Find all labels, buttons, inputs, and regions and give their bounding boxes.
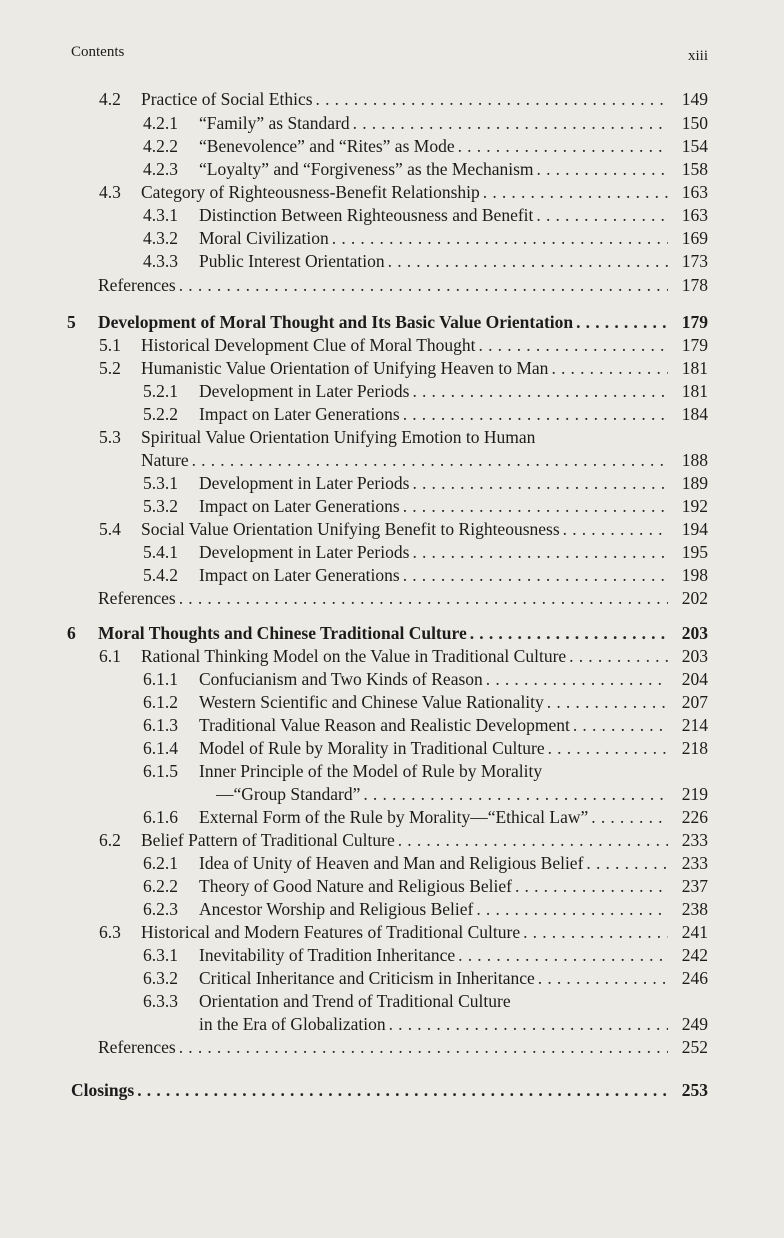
toc-entry-title-text: Historical and Modern Features of Traditional Culture <box>141 922 521 942</box>
dot-leader <box>536 204 668 227</box>
toc-entry-number: 6.2.1 <box>143 853 178 873</box>
toc-entry-title-text: Historical Development Clue of Moral Thought <box>141 335 476 355</box>
dot-leader <box>389 1013 668 1036</box>
dot-leader <box>483 181 668 204</box>
toc-entry-page: 150 <box>681 113 708 133</box>
toc-entry-title-text: “Loyalty” and “Forgiveness” as the Mechanism <box>199 159 534 179</box>
toc-entry-title-text: Impact on Later Generations <box>199 404 400 424</box>
toc-entry[interactable] <box>0 944 784 967</box>
toc-entry[interactable] <box>0 898 784 921</box>
toc-entry-page: 189 <box>681 473 708 493</box>
toc-entry-page: 192 <box>681 496 708 516</box>
toc-entry-number: 4.3.1 <box>143 205 178 225</box>
toc-entry[interactable] <box>0 714 784 737</box>
toc-entry-title-text: Theory of Good Nature and Religious Belief <box>199 876 512 896</box>
dot-leader <box>332 227 668 250</box>
dot-leader <box>548 737 668 760</box>
toc-entry-title-text: “Family” as Standard <box>199 113 350 133</box>
toc-chapter-entry[interactable] <box>0 311 784 334</box>
toc-entry-page: 188 <box>681 450 708 470</box>
toc-entry[interactable] <box>0 921 784 944</box>
toc-entry-title-text: Western Scientific and Chinese Value Rationality <box>199 692 544 712</box>
toc-entry[interactable] <box>0 1013 784 1036</box>
toc-entry-title-text: Humanistic Value Orientation of Unifying Heaven to Man <box>141 358 549 378</box>
dot-leader <box>403 495 668 518</box>
toc-entry-title <box>199 898 668 921</box>
toc-entry-number: 6.1.4 <box>143 738 178 758</box>
dot-leader <box>479 334 668 357</box>
toc-entry-title <box>199 472 668 495</box>
dot-leader <box>563 518 668 541</box>
toc-entry-title <box>98 587 668 610</box>
toc-entry-page: 163 <box>681 205 708 225</box>
toc-entry-title-text: Moral Thoughts and Chinese Traditional Culture <box>98 623 467 643</box>
toc-entry-title <box>141 334 668 357</box>
toc-entry[interactable] <box>0 645 784 668</box>
toc-entry-page: 154 <box>681 136 708 156</box>
toc-entry-title <box>98 311 668 334</box>
dot-leader <box>576 311 668 334</box>
toc-entry-title <box>141 426 668 449</box>
toc-entry[interactable] <box>0 967 784 990</box>
toc-entry-number: 4.2 <box>99 89 121 109</box>
toc-entry-title-text: Ancestor Worship and Religious Belief <box>199 899 474 919</box>
toc-references-entry[interactable] <box>0 274 784 297</box>
toc-entry-number: 5.3 <box>99 427 121 447</box>
dot-leader <box>412 541 668 564</box>
toc-entry-page: 203 <box>681 623 708 643</box>
toc-entry-title-text: Inevitability of Tradition Inheritance <box>199 945 456 965</box>
toc-entry[interactable] <box>0 806 784 829</box>
toc-entry-page: 238 <box>681 899 708 919</box>
toc-entry-title-text: Category of Righteousness-Benefit Relationship <box>141 182 480 202</box>
toc-entry-number: 5.3.1 <box>143 473 178 493</box>
toc-entry-title <box>199 1013 668 1036</box>
toc-entry-title-text: in the Era of Globalization <box>199 1014 386 1034</box>
toc-entry-title <box>141 181 668 204</box>
dot-leader <box>551 357 668 380</box>
toc-entry-title <box>98 274 668 297</box>
toc-entry[interactable] <box>0 158 784 181</box>
toc-entry[interactable] <box>0 227 784 250</box>
toc-references-entry[interactable] <box>0 587 784 610</box>
toc-entry[interactable] <box>0 250 784 273</box>
toc-references-entry[interactable] <box>0 1036 784 1059</box>
toc-entry-number: 5.3.2 <box>143 496 178 516</box>
toc-entry-title-text: References <box>98 1037 176 1057</box>
toc-entry-number: 5 <box>67 312 76 332</box>
toc-entry-number: 4.3.2 <box>143 228 178 248</box>
toc-entry-number: 6 <box>67 623 76 643</box>
page-number-roman: xiii <box>687 48 708 64</box>
running-head-title: Contents <box>71 44 125 60</box>
toc-entry-page: 214 <box>681 715 708 735</box>
dot-leader <box>573 714 668 737</box>
toc-entry-title <box>141 921 668 944</box>
toc-entry-title <box>71 1079 668 1102</box>
dot-leader <box>470 622 668 645</box>
toc-entry-title-text: Public Interest Orientation <box>199 251 385 271</box>
toc-entry-page: 198 <box>681 565 708 585</box>
dot-leader <box>569 645 668 668</box>
toc-entry[interactable] <box>0 204 784 227</box>
toc-entry-number: 6.3.3 <box>143 991 178 1011</box>
toc-entry[interactable] <box>0 472 784 495</box>
toc-entry-page: 249 <box>681 1014 708 1034</box>
toc-entry-title-text: Orientation and Trend of Traditional Culture <box>199 991 511 1011</box>
toc-entry-title-text: Moral Civilization <box>199 228 329 248</box>
toc-entry-page: 194 <box>681 519 708 539</box>
toc-entry[interactable] <box>0 875 784 898</box>
toc-entry-page: 179 <box>681 335 708 355</box>
toc-entry[interactable] <box>0 357 784 380</box>
toc-entry-page: 233 <box>681 853 708 873</box>
toc-entry-title <box>199 691 668 714</box>
toc-entry-title-text: Impact on Later Generations <box>199 496 400 516</box>
dot-leader <box>192 449 668 472</box>
toc-entry-title-text: Critical Inheritance and Criticism in Inheritance <box>199 968 535 988</box>
toc-entry-number: 4.3 <box>99 182 121 202</box>
toc-entry-title <box>199 967 668 990</box>
toc-entry-title-text: Development in Later Periods <box>199 542 410 562</box>
toc-entry-number: 5.1 <box>99 335 121 355</box>
toc-entry-number: 5.4.2 <box>143 565 178 585</box>
toc-entry-title-text: Belief Pattern of Traditional Culture <box>141 830 395 850</box>
toc-entry-number: 6.3.1 <box>143 945 178 965</box>
dot-leader <box>476 898 668 921</box>
toc-entry-number: 6.1.1 <box>143 669 178 689</box>
toc-entry-title-text: Rational Thinking Model on the Value in Traditional Culture <box>141 646 567 666</box>
toc-entry-number: 4.3.3 <box>143 251 178 271</box>
toc-entry-title <box>199 250 668 273</box>
toc-entry-page: 218 <box>681 738 708 758</box>
dot-leader <box>179 1036 668 1059</box>
toc-entry[interactable] <box>0 691 784 714</box>
toc-entry-title-text: Inner Principle of the Model of Rule by Morality <box>199 761 543 781</box>
toc-entry[interactable] <box>0 990 784 1013</box>
toc-entry[interactable] <box>0 403 784 426</box>
toc-closings-entry[interactable] <box>0 1079 784 1102</box>
toc-entry-number: 6.3 <box>99 922 121 942</box>
toc-entry-title <box>199 760 668 783</box>
toc-entry-number: 6.1.5 <box>143 761 178 781</box>
toc-entry-page: 163 <box>681 182 708 202</box>
dot-leader <box>403 564 668 587</box>
dot-leader <box>458 135 668 158</box>
toc-entry-number: 6.1.3 <box>143 715 178 735</box>
toc-entry-title-text: Development in Later Periods <box>199 473 410 493</box>
dot-leader <box>586 852 668 875</box>
toc-entry-title <box>141 449 668 472</box>
toc-entry-title <box>199 112 668 135</box>
toc-entry-title <box>141 357 668 380</box>
toc-entry-number: 6.3.2 <box>143 968 178 988</box>
toc-entry-title <box>199 495 668 518</box>
toc-entry-number: 4.2.2 <box>143 136 178 156</box>
running-header <box>71 42 708 66</box>
toc-entry-page: 173 <box>681 251 708 271</box>
toc-entry-title <box>199 668 668 691</box>
toc-entry[interactable] <box>0 852 784 875</box>
toc-entry-title-text: Social Value Orientation Unifying Benefit to Righteousness <box>141 519 560 539</box>
toc-entry-title-text: Practice of Social Ethics <box>141 89 313 109</box>
dot-leader <box>179 274 668 297</box>
toc-entry-title-text: References <box>98 588 176 608</box>
toc-entry[interactable] <box>0 668 784 691</box>
toc-entry-page: 226 <box>681 807 708 827</box>
toc-entry[interactable] <box>0 112 784 135</box>
toc-entry-page: 207 <box>681 692 708 712</box>
dot-leader <box>537 158 668 181</box>
dot-leader <box>388 250 668 273</box>
toc-entry[interactable] <box>0 737 784 760</box>
toc-entry-title-text: External Form of the Rule by Morality—“Ethical Law” <box>199 807 589 827</box>
toc-entry-page: 246 <box>681 968 708 988</box>
toc-entry-title <box>199 135 668 158</box>
toc-entry-page: 202 <box>681 588 708 608</box>
toc-entry[interactable] <box>0 564 784 587</box>
toc-entry-title <box>199 227 668 250</box>
toc-entry-page: 253 <box>681 1080 708 1100</box>
toc-entry-title <box>199 990 668 1013</box>
toc-entry-title-text: Impact on Later Generations <box>199 565 400 585</box>
dot-leader <box>523 921 668 944</box>
toc-entry[interactable] <box>0 449 784 472</box>
dot-leader <box>458 944 668 967</box>
toc-entry-number: 6.2.2 <box>143 876 178 896</box>
toc-entry-title <box>199 403 668 426</box>
toc-entry-number: 4.2.1 <box>143 113 178 133</box>
dot-leader <box>538 967 668 990</box>
toc-entry-title-text: Distinction Between Righteousness and Benefit <box>199 205 534 225</box>
toc-entry-page: 169 <box>681 228 708 248</box>
toc-entry[interactable] <box>0 88 784 111</box>
toc-entry-title-text: Idea of Unity of Heaven and Man and Religious Belief <box>199 853 584 873</box>
toc-entry-title <box>141 829 668 852</box>
toc-entry-title-text: Traditional Value Reason and Realistic Development <box>199 715 570 735</box>
dot-leader <box>412 380 668 403</box>
toc-entry-title <box>141 88 668 111</box>
toc-entry-number: 5.2 <box>99 358 121 378</box>
toc-entry-page: 219 <box>681 784 708 804</box>
toc-entry-page: 181 <box>681 358 708 378</box>
toc-entry-title <box>141 645 668 668</box>
dot-leader <box>353 112 668 135</box>
toc-entry-page: 203 <box>681 646 708 666</box>
toc-entry-number: 4.2.3 <box>143 159 178 179</box>
toc-entry-page: 204 <box>681 669 708 689</box>
toc-entry-title-text: References <box>98 275 176 295</box>
toc-entry-number: 5.2.2 <box>143 404 178 424</box>
toc-entry[interactable] <box>0 760 784 783</box>
toc-entry-title-text: Spiritual Value Orientation Unifying Emotion to Human <box>141 427 536 447</box>
toc-entry-number: 6.1.6 <box>143 807 178 827</box>
toc-entry-title <box>199 541 668 564</box>
toc-entry-title <box>98 622 668 645</box>
toc-entry-title <box>199 158 668 181</box>
toc-entry-title-text: Closings <box>71 1080 135 1100</box>
toc-entry-title <box>199 875 668 898</box>
toc-entry-page: 241 <box>681 922 708 942</box>
toc-entry[interactable] <box>0 334 784 357</box>
toc-entry[interactable] <box>0 135 784 158</box>
toc-entry-title <box>199 204 668 227</box>
toc-entry-page: 184 <box>681 404 708 424</box>
toc-entry-title <box>216 783 668 806</box>
toc-entry-page: 158 <box>681 159 708 179</box>
dot-leader <box>137 1079 668 1102</box>
toc-entry-page: 195 <box>681 542 708 562</box>
toc-entry-page: 181 <box>681 381 708 401</box>
toc-entry-title <box>199 380 668 403</box>
dot-leader <box>179 587 668 610</box>
dot-leader <box>398 829 668 852</box>
toc-entry-page: 178 <box>681 275 708 295</box>
toc-entry[interactable] <box>0 426 784 449</box>
dot-leader <box>515 875 668 898</box>
dot-leader <box>412 472 668 495</box>
toc-entry-page: 149 <box>681 89 708 109</box>
dot-leader <box>363 783 668 806</box>
toc-entry-title-text: —“Group Standard” <box>216 784 361 804</box>
toc-entry-title <box>199 852 668 875</box>
dot-leader <box>316 88 668 111</box>
toc-entry-number: 6.1.2 <box>143 692 178 712</box>
toc-chapter-entry[interactable] <box>0 622 784 645</box>
toc-entry-title <box>141 518 668 541</box>
toc-entry-title <box>199 806 668 829</box>
toc-entry-number: 5.2.1 <box>143 381 178 401</box>
toc-entry[interactable] <box>0 518 784 541</box>
toc-entry-title-text: “Benevolence” and “Rites” as Mode <box>199 136 455 156</box>
dot-leader <box>591 806 668 829</box>
toc-entry-title-text: Nature <box>141 450 189 470</box>
toc-entry[interactable] <box>0 495 784 518</box>
dot-leader <box>486 668 668 691</box>
toc-entry-number: 6.2.3 <box>143 899 178 919</box>
toc-entry-title-text: Model of Rule by Morality in Traditional Culture <box>199 738 545 758</box>
toc-entry-title-text: Development of Moral Thought and Its Basic Value Orientation <box>98 312 574 332</box>
toc-entry-page: 242 <box>681 945 708 965</box>
toc-entry-title <box>199 564 668 587</box>
toc-entry-page: 237 <box>681 876 708 896</box>
toc-entry-number: 5.4.1 <box>143 542 178 562</box>
toc-entry-title <box>98 1036 668 1059</box>
toc-entry-title <box>199 944 668 967</box>
toc-entry[interactable] <box>0 829 784 852</box>
toc-entry-number: 6.1 <box>99 646 121 666</box>
toc-entry-title-text: Development in Later Periods <box>199 381 410 401</box>
toc-entry-number: 5.4 <box>99 519 121 539</box>
toc-entry-title <box>199 714 668 737</box>
dot-leader <box>547 691 668 714</box>
toc-entry[interactable] <box>0 783 784 806</box>
dot-leader <box>403 403 668 426</box>
toc-entry-page: 252 <box>681 1037 708 1057</box>
toc-entry-page: 179 <box>681 312 708 332</box>
toc-entry[interactable] <box>0 181 784 204</box>
toc-entry-page: 233 <box>681 830 708 850</box>
toc-entry[interactable] <box>0 541 784 564</box>
toc-entry-number: 6.2 <box>99 830 121 850</box>
toc-entry-title-text: Confucianism and Two Kinds of Reason <box>199 669 483 689</box>
toc-entry[interactable] <box>0 380 784 403</box>
toc-entry-title <box>199 737 668 760</box>
